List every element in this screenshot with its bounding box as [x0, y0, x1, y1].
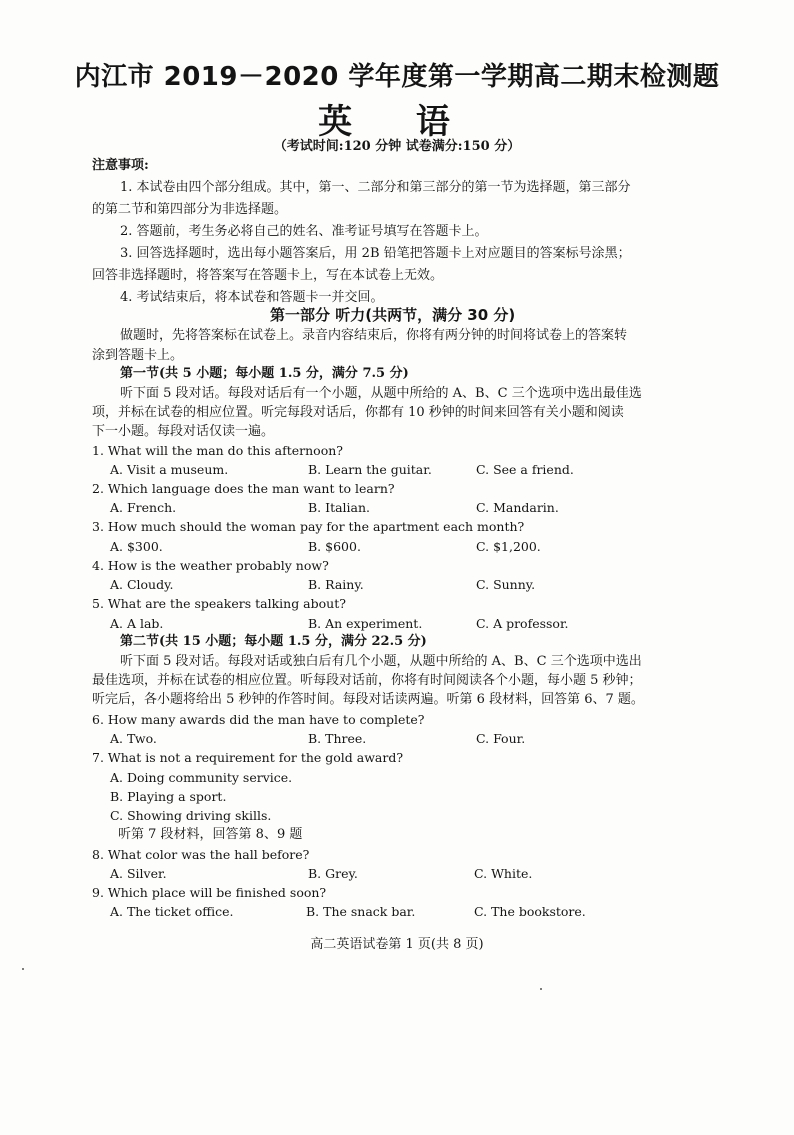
option-c: C. The bookstore.: [474, 904, 586, 919]
section2-intro: 听完后，各小题将给出 5 秒钟的作答时间。每段对话读两遍。听第 6 段材料，回答第 6、7 题。: [92, 692, 644, 707]
notes-heading: 注意事项:: [92, 158, 149, 173]
option-b: B. Three.: [308, 731, 367, 746]
option-a: A. A lab.: [110, 616, 164, 631]
option-a: A. The ticket office.: [110, 904, 234, 919]
option-b: B. Italian.: [308, 500, 371, 515]
option-a: A. Cloudy.: [110, 577, 174, 592]
question-1: 1. What will the man do this afternoon?: [92, 443, 343, 458]
question-8: 8. What color was the hall before?: [92, 847, 310, 862]
option-a: A. Silver.: [110, 866, 167, 881]
question-9: 9. Which place will be finished soon?: [92, 885, 327, 900]
section1-intro: 听下面 5 段对话。每段对话后有一个小题，从题中所给的 A、B、C 三个选项中选出最佳选: [120, 386, 642, 401]
material-7-instruction: 听第 7 段材料，回答第 8、9 题: [118, 827, 303, 842]
option-c: C. Sunny.: [476, 577, 536, 592]
option-b: B. Grey.: [308, 866, 358, 881]
page-footer: 高二英语试卷第 1 页(共 8 页): [310, 937, 484, 952]
option-b: B. Learn the guitar.: [308, 462, 432, 477]
section2-intro: 听下面 5 段对话。每段对话或独白后有几个小题，从题中所给的 A、B、C 三个选项中选出: [120, 654, 642, 669]
section2-intro: 最佳选项，并标在试卷的相应位置。听每段对话前，你将有时间阅读各个小题，每小题 5 秒钟；: [92, 673, 642, 688]
option-c: C. Four.: [476, 731, 526, 746]
question-6: 6. How many awards did the man have to complete?: [92, 712, 425, 727]
option-c: C. $1,200.: [476, 539, 541, 554]
option-b: B. An experiment.: [308, 616, 423, 631]
note-line: 4. 考试结束后，将本试卷和答题卡一并交回。: [120, 290, 384, 305]
option-a: A. $300.: [110, 539, 163, 554]
question-7: 7. What is not a requirement for the gold award?: [92, 750, 404, 765]
note-line: 回答非选择题时，将答案写在答题卡上，写在本试卷上无效。: [92, 268, 444, 283]
scan-speck: [22, 968, 24, 970]
exam-title: 内江市 2019－2020 学年度第一学期高二期末检测题: [74, 62, 720, 92]
part1-intro: 做题时，先将答案标在试卷上。录音内容结束后，你将有两分钟的时间将试卷上的答案转: [120, 328, 628, 343]
option-b: B. The snack bar.: [306, 904, 416, 919]
option-a: A. Two.: [110, 731, 157, 746]
exam-info: （考试时间:120 分钟 试卷满分:150 分）: [273, 139, 521, 154]
part1-intro: 涂到答题卡上。: [92, 348, 184, 363]
section1-intro: 下一小题。每段对话仅读一遍。: [92, 424, 275, 439]
question-4: 4. How is the weather probably now?: [92, 558, 329, 573]
option-c: C. A professor.: [476, 616, 569, 631]
section1-heading: 第一节(共 5 小题；每小题 1.5 分，满分 7.5 分): [120, 366, 409, 381]
note-line: 3. 回答选择题时，选出每小题答案后，用 2B 铅笔把答题卡上对应题目的答案标号涂黑；: [120, 246, 631, 261]
scan-speck: [540, 988, 542, 990]
option-a: A. French.: [110, 500, 177, 515]
question-3: 3. How much should the woman pay for the apartment each month?: [92, 519, 525, 534]
note-line: 2. 答题前，考生务必将自己的姓名、准考证号填写在答题卡上。: [120, 224, 488, 239]
option-b: B. Playing a sport.: [110, 789, 227, 804]
option-c: C. Showing driving skills.: [110, 808, 272, 823]
section2-heading: 第二节(共 15 小题；每小题 1.5 分，满分 22.5 分): [120, 634, 427, 649]
option-c: C. White.: [474, 866, 533, 881]
part1-heading: 第一部分 听力(共两节，满分 30 分): [270, 306, 516, 324]
section1-intro: 项，并标在试卷的相应位置。听完每段对话后，你都有 10 秒钟的时间来回答有关小题和阅读: [92, 405, 624, 420]
subject-title: 英 语: [318, 102, 476, 142]
option-c: C. Mandarin.: [476, 500, 559, 515]
question-2: 2. Which language does the man want to learn?: [92, 481, 395, 496]
option-a: A. Visit a museum.: [110, 462, 229, 477]
option-b: B. $600.: [308, 539, 361, 554]
option-c: C. See a friend.: [476, 462, 574, 477]
note-line: 1. 本试卷由四个部分组成。其中，第一、二部分和第三部分的第一节为选择题，第三部分: [120, 180, 631, 195]
question-5: 5. What are the speakers talking about?: [92, 596, 346, 611]
note-line: 的第二节和第四部分为非选择题。: [92, 202, 288, 217]
option-a: A. Doing community service.: [110, 770, 293, 785]
option-b: B. Rainy.: [308, 577, 364, 592]
